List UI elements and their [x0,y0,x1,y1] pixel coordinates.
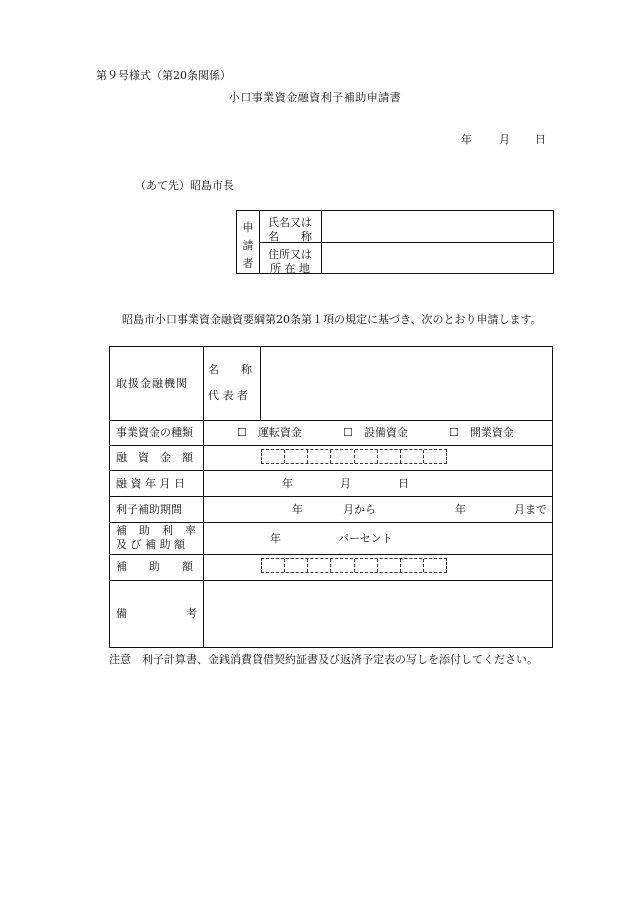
remarks-label-left: 備 [116,607,127,620]
loan-date-year: 年 [282,477,293,490]
date-month: 月 [499,133,510,146]
remarks-label-right: 考 [186,607,197,620]
period-month-from: 月から [343,503,376,516]
fund-option-operating[interactable]: ☐ 運転資金 [237,426,302,439]
application-table [109,346,553,648]
applicant-box [236,210,554,274]
period-month-to: 月まで [514,503,547,516]
period-year-from: 年 [292,503,303,516]
row-line [110,496,552,497]
note-text: 注意 利子計算書、金銭消費貸借契約証書及び返済予定表の写しを添付してください。 [109,653,538,666]
address-label-2: 所 在 地 [270,262,310,275]
subsidy-amount-label: 補 助 額 [116,560,193,573]
intro-text: 昭島市小口事業資金融資要綱第20条第１項の規定に基づき、次のとおり申請します。 [122,313,542,326]
loan-date-month: 月 [340,477,351,490]
subsidy-rate-label-1: 補 助 利 率 [116,524,197,537]
loan-amount-label: 融 資 金 額 [116,451,193,464]
subsidy-rate-percent: パーセント [338,532,393,545]
applicant-char-3: 者 [242,257,254,270]
loan-amount-digit-boxes[interactable] [261,449,447,464]
subsidy-period-label: 利子補助期間 [116,503,182,516]
institution-label: 取扱金融機関 [116,377,188,390]
name-field[interactable] [322,211,553,242]
form-number: 第９号様式（第20条関係） [96,69,231,82]
fund-option-equipment[interactable]: ☐ 設備資金 [343,426,408,439]
institution-name-label: 名 称 [208,363,252,376]
subsidy-rate-label-2: 及 び 補 助 額 [116,538,185,551]
date-day: 日 [535,133,546,146]
name-label-2: 名 称 [268,230,312,243]
period-year-to: 年 [455,503,466,516]
row-line [110,554,552,555]
name-label-1: 氏名又は [268,216,312,229]
applicant-char-1: 申 [242,221,254,234]
addressee: （あて先）昭島市長 [135,179,234,192]
loan-date-label: 融 資 年 月 日 [116,477,185,490]
page-title: 小口事業資金融資利子補助申請書 [228,91,402,104]
fund-option-startup[interactable]: ☐ 開業資金 [449,426,514,439]
date-year: 年 [461,133,472,146]
fund-type-label: 事業資金の種類 [116,426,193,439]
subsidy-amount-digit-boxes[interactable] [261,558,447,573]
row-line [110,522,552,523]
address-label-1: 住所又は [268,248,312,261]
loan-date-day: 日 [398,477,409,490]
applicant-char-2: 請 [242,239,254,252]
row-line [110,445,552,446]
address-field[interactable] [322,243,553,273]
remarks-field[interactable] [204,581,552,647]
row-line [110,420,552,421]
institution-field[interactable] [261,347,552,419]
row-line [110,470,552,471]
subsidy-rate-year: 年 [270,532,281,545]
institution-rep-label: 代 表 者 [208,389,248,402]
applicant-label-column [237,211,260,273]
